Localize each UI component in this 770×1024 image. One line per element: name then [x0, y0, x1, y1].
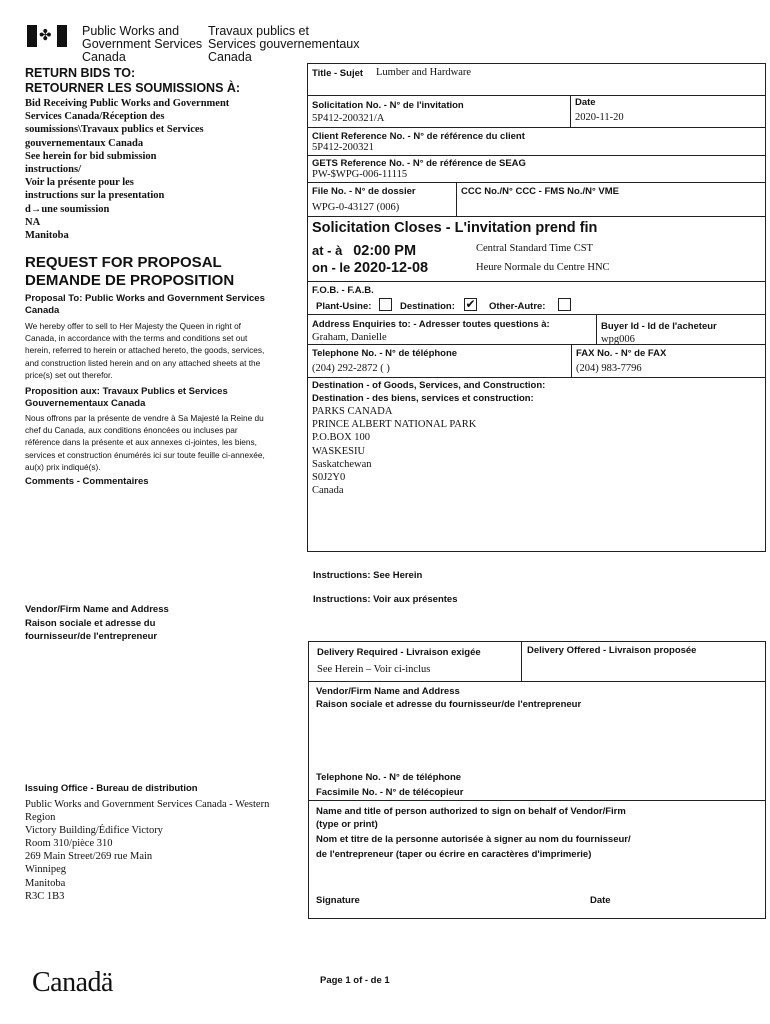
canada-wordmark: Canadä — [32, 967, 113, 998]
destination-goods-label-en: Destination - of Goods, Services, and Construction: — [312, 380, 546, 391]
issuing-office-line: Region — [25, 812, 56, 824]
delivery-offered-label: Delivery Offered - Livraison proposée — [527, 645, 697, 656]
return-bids-line: instructions/ — [25, 164, 82, 176]
title-label: Title - Sujet — [312, 68, 364, 79]
vendor-firm-label-en: Vendor/Firm Name and Address — [316, 686, 460, 697]
destination-address-line: PARKS CANADA — [312, 406, 393, 417]
issuing-office-line: R3C 1B3 — [25, 890, 65, 902]
solicitation-no-value: 5P412-200321/A — [312, 113, 385, 124]
issuing-office-title: Issuing Office - Bureau de distribution — [25, 783, 198, 794]
return-bids-line: instructions sur la presentation — [25, 190, 165, 202]
telephone-value: (204) 292-2872 ( ) — [312, 363, 390, 374]
issuing-office-address — [25, 798, 269, 903]
fob-label: F.O.B. - F.A.B. — [312, 285, 374, 296]
solicitation-no-label: Solicitation No. - N° de l'invitation — [312, 100, 464, 111]
destination-address-line: PRINCE ALBERT NATIONAL PARK — [312, 419, 477, 431]
destination-label: Destination: — [400, 301, 455, 312]
delivery-required-value: See Herein – Voir ci-inclus — [317, 664, 431, 675]
return-bids-address — [25, 97, 285, 242]
return-bids-line: See herein for bid submission — [25, 150, 157, 162]
destination-checkbox[interactable]: ✔ — [465, 297, 476, 311]
instructions-en: Instructions: See Herein — [313, 570, 423, 581]
vendor-telephone-label: Telephone No. - N° de téléphone — [316, 772, 462, 783]
date-label: Date — [575, 97, 596, 108]
issuing-office-line: 269 Main Street/269 rue Main — [25, 851, 153, 863]
return-bids-line: Voir la présente pour les — [25, 177, 134, 189]
buyer-id-value: wpg006 — [601, 334, 635, 345]
signature-date-label: Date — [590, 895, 611, 906]
gets-ref-value: PW-$WPG-006-11115 — [312, 169, 408, 180]
issuing-office-line: Public Works and Government Services Canada - Western — [25, 799, 270, 810]
canada-flag-logo — [27, 25, 67, 47]
issuing-office-line: Victory Building/Édifice Victory — [25, 825, 163, 837]
return-bids-line: d→une soumission — [25, 203, 110, 215]
instructions-fr: Instructions: Voir aux présentes — [313, 594, 458, 605]
rfp-title: REQUEST FOR PROPOSAL DEMANDE DE PROPOSITION — [25, 254, 235, 289]
proposal-to-en: Proposal To: Public Works and Government Services Canada — [25, 293, 265, 316]
client-ref-value: 5P412-200321 — [312, 142, 374, 153]
closing-time: at - à 02:00 PM — [312, 243, 417, 259]
return-bids-line: Bid Receiving Public Works and Government — [25, 98, 230, 109]
destination-address-line: Canada — [312, 485, 344, 497]
offer-text-fr: Nous offrons par la présente de vendre à Sa Majesté la Reine du chef du Canada, aux conditions énoncées ou incluses par référence dans la présente et aux annexes ci-jointes, les biens, services et construction énumérés ici sur toute feuille ci-annexée, au(x) prix indiqué(s). — [25, 413, 265, 472]
other-label: Other-Autre: — [489, 301, 546, 312]
destination-address-line: P.O.BOX 100 — [312, 432, 371, 444]
timezone-en: Central Standard Time CST — [476, 243, 593, 254]
authorized-person-label-3: Nom et titre de la personne autorisée à signer au nom du fournisseur/ — [316, 834, 631, 845]
authorized-person-label-4: de l'entrepreneur (taper ou écrire en caractères d'imprimerie) — [316, 849, 592, 860]
return-bids-line: Services Canada/Réception des — [25, 111, 165, 123]
destination-goods-label-fr: Destination - des biens, services et construction: — [312, 393, 534, 404]
department-name-fr: Travaux publics et Services gouvernementaux Canada — [208, 24, 360, 64]
buyer-id-label: Buyer Id - Id de l'acheteur — [601, 321, 717, 332]
offer-text-en: We hereby offer to sell to Her Majesty the Queen in right of Canada, in accordance with the terms and conditions set out herein, referred to herein or attached hereto, the goods, services, and construction listed herein and on any attached sheets at the price(s) set out therefor. — [25, 321, 265, 380]
ccc-no-label: CCC No./N° CCC - FMS No./N° VME — [461, 186, 620, 197]
address-enquiries-value: Graham, Danielle — [312, 332, 387, 343]
return-bids-line: soumissions\Travaux publics et Services — [25, 124, 204, 136]
comments-label: Comments - Commentaires — [25, 476, 149, 487]
issuing-office-line: Winnipeg — [25, 864, 66, 876]
vendor-name-address-field[interactable] — [316, 714, 756, 766]
vendor-firm-label-left: Vendor/Firm Name and Address Raison sociale et adresse du fournisseur/de l'entrepreneur — [25, 604, 169, 642]
plant-checkbox[interactable] — [379, 298, 392, 311]
solicitation-closes-title: Solicitation Closes - L'invitation prend fin — [312, 220, 598, 236]
destination-address-line: Saskatchewan — [312, 458, 372, 470]
closing-date: on - le 2020-12-08 — [312, 260, 429, 276]
fax-value: (204) 983-7796 — [576, 363, 642, 374]
fax-label: FAX No. - N° de FAX — [576, 348, 667, 359]
vendor-facsimile-label: Facsimile No. - N° de télécopieur — [316, 787, 464, 798]
plant-label: Plant-Usine: — [316, 301, 372, 312]
file-no-value: WPG-0-43127 (006) — [312, 202, 400, 213]
maple-leaf-icon: ✤ — [39, 27, 52, 44]
return-bids-title: RETURN BIDS TO: RETOURNER LES SOUMISSIONS À: — [25, 66, 241, 95]
issuing-office-line: Room 310/pièce 310 — [25, 838, 113, 850]
page-number: Page 1 of - de 1 — [320, 975, 390, 986]
address-enquiries-label: Address Enquiries to: - Adresser toutes questions à: — [312, 319, 550, 330]
telephone-label: Telephone No. - N° de téléphone — [312, 348, 458, 359]
department-name-en: Public Works and Government Services Canada — [82, 24, 203, 64]
title-value: Lumber and Hardware — [376, 67, 472, 78]
authorized-person-field[interactable] — [316, 862, 756, 890]
destination-address — [312, 405, 476, 497]
return-bids-line: Manitoba — [25, 230, 69, 242]
destination-address-line: WASKESIU — [312, 445, 366, 457]
gets-ref-label: GETS Reference No. - N° de référence de SEAG — [312, 158, 526, 169]
return-bids-line: NA — [25, 216, 41, 228]
destination-address-line: S0J2Y0 — [312, 472, 346, 484]
date-value: 2020-11-20 — [575, 112, 624, 123]
other-checkbox[interactable] — [558, 298, 571, 311]
issuing-office-line: Manitoba — [25, 877, 66, 889]
authorized-person-label-1: Name and title of person authorized to sign on behalf of Vendor/Firm — [316, 806, 626, 817]
vendor-firm-label-fr: Raison sociale et adresse du fournisseur/de l'entrepreneur — [316, 699, 582, 710]
client-ref-label: Client Reference No. - N° de référence du client — [312, 131, 525, 142]
delivery-required-label: Delivery Required - Livraison exigée — [317, 647, 481, 658]
timezone-fr: Heure Normale du Centre HNC — [476, 262, 610, 273]
return-bids-line: gouvernementaux Canada — [25, 137, 144, 149]
proposal-to-fr: Proposition aux: Travaux Publics et Services Gouvernementaux Canada — [25, 386, 228, 409]
authorized-person-label-2: (type or print) — [316, 819, 378, 830]
signature-label: Signature — [316, 895, 360, 906]
file-no-label: File No. - N° de dossier — [312, 186, 416, 197]
